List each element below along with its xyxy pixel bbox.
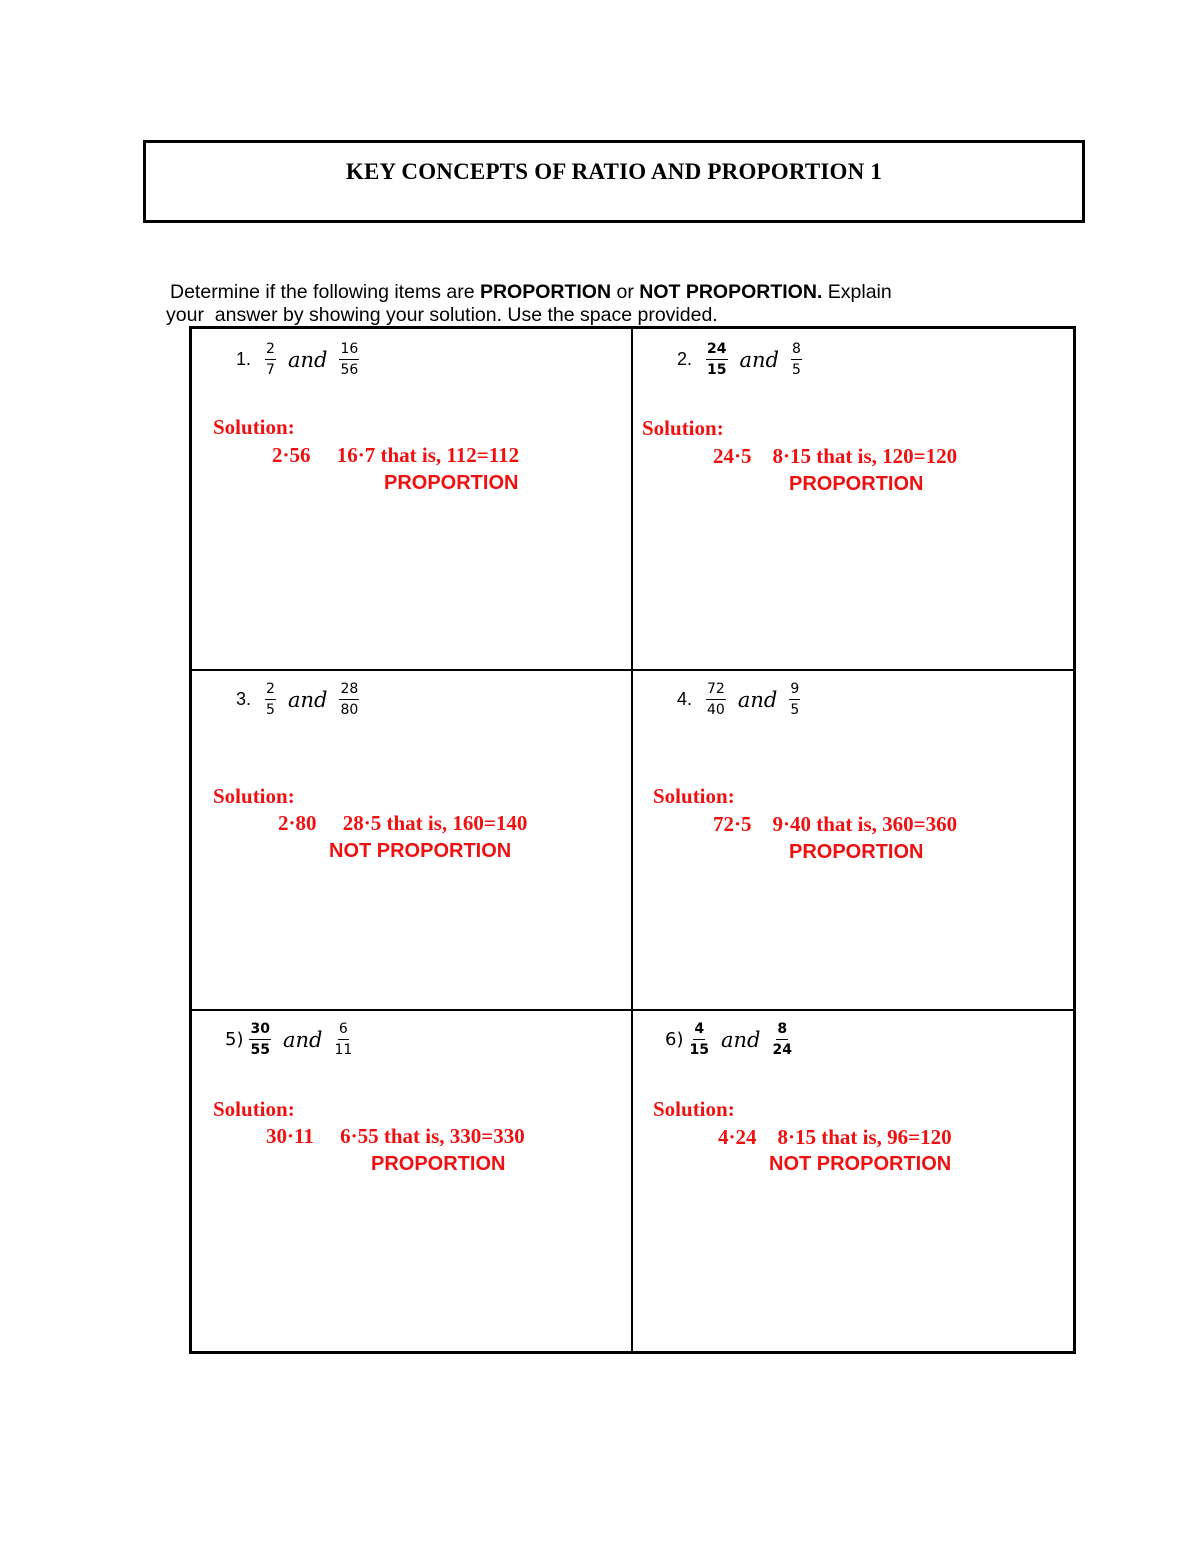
numerator: 4 bbox=[693, 1021, 705, 1040]
solution-work: 2·56 16·7 that is, 112=112 bbox=[272, 443, 520, 467]
and-connector: and bbox=[282, 1027, 323, 1052]
fraction-first bbox=[706, 341, 727, 378]
problem-expression-4 bbox=[677, 681, 800, 718]
solution-result: PROPORTION bbox=[384, 472, 519, 494]
instructions-bold-1: PROPORTION bbox=[479, 281, 612, 303]
numerator: 8 bbox=[791, 341, 802, 360]
denominator: 55 bbox=[250, 1042, 270, 1058]
numerator: 2 bbox=[265, 681, 276, 700]
solution-work: 2·80 28·5 that is, 160=140 bbox=[278, 811, 528, 835]
problem-number: 4. bbox=[677, 689, 693, 709]
numerator: 72 bbox=[706, 681, 726, 700]
fraction-first bbox=[706, 681, 726, 718]
denominator: 40 bbox=[707, 702, 725, 718]
instructions-text-1: Determine if the following items are bbox=[170, 281, 480, 303]
problem-expression-2 bbox=[677, 341, 802, 378]
instructions-text-3: Explain bbox=[822, 281, 892, 303]
fraction-second bbox=[339, 341, 359, 378]
instructions-text-2: or bbox=[611, 281, 640, 303]
denominator: 7 bbox=[266, 362, 275, 378]
and-connector: and bbox=[739, 347, 779, 372]
instructions-line-1 bbox=[166, 281, 1026, 304]
solution-result: NOT PROPORTION bbox=[769, 1153, 952, 1175]
problem-number: 2. bbox=[677, 349, 693, 369]
problem-cell-2 bbox=[633, 329, 1072, 669]
problem-expression-3 bbox=[236, 681, 359, 718]
and-connector: and bbox=[287, 347, 328, 372]
solution-work: 30·11 6·55 that is, 330=330 bbox=[266, 1124, 525, 1148]
problem-cell-5 bbox=[192, 1011, 631, 1351]
numerator: 2 bbox=[265, 341, 276, 360]
fraction-second bbox=[334, 1021, 352, 1058]
solution-label: Solution: bbox=[213, 784, 295, 808]
numerator: 30 bbox=[249, 1021, 270, 1040]
fraction-second bbox=[789, 681, 800, 718]
denominator: 5 bbox=[792, 362, 801, 378]
solution-label: Solution: bbox=[213, 415, 295, 439]
numerator: 9 bbox=[789, 681, 800, 700]
fraction-second bbox=[339, 681, 359, 718]
numerator: 16 bbox=[339, 341, 359, 360]
problem-grid bbox=[189, 326, 1076, 1354]
instructions bbox=[166, 281, 1026, 327]
solution-label: Solution: bbox=[653, 784, 735, 808]
and-connector: and bbox=[737, 687, 778, 712]
solution-work: 72·5 9·40 that is, 360=360 bbox=[713, 812, 958, 836]
solution-label: Solution: bbox=[653, 1097, 735, 1121]
denominator: 24 bbox=[772, 1042, 792, 1058]
problem-cell-1 bbox=[192, 329, 631, 669]
denominator: 56 bbox=[340, 362, 359, 378]
problem-cell-6 bbox=[633, 1011, 1072, 1351]
solution-result: PROPORTION bbox=[789, 473, 924, 495]
fraction-first bbox=[265, 681, 276, 718]
problem-expression-1 bbox=[236, 341, 359, 378]
fraction-first bbox=[265, 341, 276, 378]
solution-label: Solution: bbox=[213, 1097, 295, 1121]
denominator: 15 bbox=[689, 1042, 709, 1058]
denominator: 5 bbox=[266, 702, 275, 718]
problem-expression-5 bbox=[225, 1021, 352, 1058]
denominator: 11 bbox=[334, 1042, 353, 1058]
problem-cell-3 bbox=[192, 671, 631, 1011]
denominator: 80 bbox=[340, 702, 359, 718]
numerator: 6 bbox=[338, 1021, 349, 1040]
instructions-line-2: your answer by showing your solution. Use the space provided. bbox=[166, 304, 718, 326]
and-connector: and bbox=[720, 1027, 761, 1052]
problem-number: 3. bbox=[236, 689, 252, 709]
solution-result: PROPORTION bbox=[789, 841, 924, 863]
instructions-bold-2: NOT PROPORTION. bbox=[639, 281, 823, 303]
solution-work: 24·5 8·15 that is, 120=120 bbox=[713, 444, 958, 468]
numerator: 28 bbox=[339, 681, 359, 700]
numerator: 8 bbox=[776, 1021, 788, 1040]
fraction-first bbox=[249, 1021, 270, 1058]
solution-result: NOT PROPORTION bbox=[329, 840, 512, 862]
worksheet-title: KEY CONCEPTS OF RATIO AND PROPORTION 1 bbox=[345, 159, 883, 184]
fraction-second bbox=[791, 341, 802, 378]
fraction-second bbox=[772, 1021, 791, 1058]
solution-result: PROPORTION bbox=[371, 1153, 506, 1175]
fraction-first bbox=[689, 1021, 708, 1058]
numerator: 24 bbox=[706, 341, 727, 360]
problem-number: 6) bbox=[665, 1029, 684, 1050]
problem-number: 1. bbox=[236, 349, 252, 369]
solution-label: Solution: bbox=[642, 416, 724, 440]
denominator: 15 bbox=[707, 362, 727, 378]
problem-expression-6 bbox=[665, 1021, 792, 1058]
solution-work: 4·24 8·15 that is, 96=120 bbox=[718, 1125, 952, 1149]
problem-number: 5) bbox=[225, 1029, 244, 1050]
title-box bbox=[143, 140, 1085, 223]
problem-cell-4 bbox=[633, 671, 1072, 1011]
denominator: 5 bbox=[790, 702, 800, 718]
and-connector: and bbox=[287, 687, 328, 712]
